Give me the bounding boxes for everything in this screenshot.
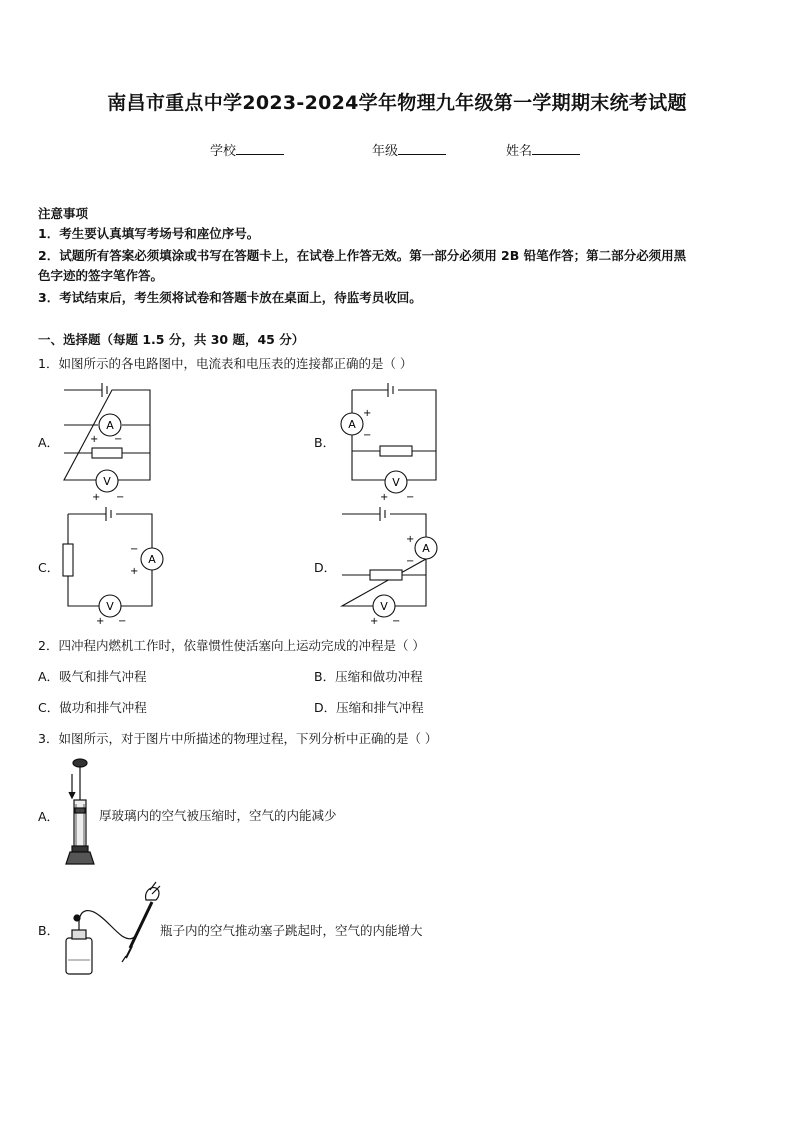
- q3-option-b-text[interactable]: 瓶子内的空气推动塞子跳起时，空气的内能增大: [160, 923, 423, 938]
- plus-sign: +: [96, 616, 105, 626]
- minus-sign: −: [130, 544, 139, 555]
- q1-stem: 1．如图所示的各电路图中，电流表和电压表的连接都正确的是（ ）: [38, 356, 413, 371]
- grade-label: 年级: [372, 144, 399, 159]
- voltmeter-label: V: [103, 475, 111, 488]
- circuit-diagram-b: [334, 378, 444, 502]
- air-compression-cylinder-image: [60, 756, 100, 868]
- q2-option-c[interactable]: C．做功和排气冲程: [38, 700, 147, 715]
- ammeter-label: A: [348, 418, 356, 431]
- section-heading: 一、选择题（每题 1.5 分，共 30 题，45 分）: [38, 332, 305, 347]
- q3-option-a-text[interactable]: 厚玻璃内的空气被压缩时，空气的内能减少: [99, 808, 337, 823]
- ammeter-label: A: [422, 542, 430, 555]
- voltmeter-label: V: [380, 600, 388, 613]
- q2-option-d[interactable]: D．压缩和排气冲程: [314, 700, 424, 715]
- q2-option-b[interactable]: B．压缩和做功冲程: [314, 669, 423, 684]
- q3-stem: 3．如图所示，对于图片中所描述的物理过程，下列分析中正确的是（ ）: [38, 731, 438, 746]
- voltmeter-label: V: [392, 476, 400, 489]
- q2-stem: 2．四冲程内燃机工作时，依靠惯性使活塞向上运动完成的冲程是（ ）: [38, 638, 425, 653]
- school-label: 学校: [210, 144, 237, 159]
- ammeter-label: A: [148, 553, 156, 566]
- minus-sign: −: [392, 616, 401, 626]
- name-field: [506, 140, 580, 159]
- plus-sign: +: [92, 492, 101, 502]
- plus-sign: +: [90, 434, 99, 445]
- note-1: 1．考生要认真填写考场号和座位序号。: [38, 226, 260, 241]
- ammeter-label: A: [106, 419, 114, 432]
- q1-option-b-label[interactable]: B．: [314, 435, 336, 450]
- q3-option-b-label[interactable]: B．: [38, 923, 60, 938]
- minus-sign: −: [116, 492, 125, 502]
- circuit-diagram-d: [334, 502, 444, 626]
- school-field: [210, 140, 284, 159]
- q2-option-a[interactable]: A．吸气和排气冲程: [38, 669, 147, 684]
- notes-heading: 注意事项: [38, 206, 89, 221]
- voltmeter-label: V: [106, 600, 114, 613]
- circuit-diagram-a: [56, 378, 160, 502]
- circuit-diagram-c: [56, 502, 166, 626]
- name-blank[interactable]: [532, 142, 580, 155]
- minus-sign: −: [406, 492, 415, 502]
- bottle-pump-image: [60, 878, 164, 978]
- plus-sign: +: [370, 616, 379, 626]
- school-blank[interactable]: [236, 142, 284, 155]
- grade-field: [372, 140, 446, 159]
- note-2: 2．试题所有答案必须填涂或书写在答题卡上，在试卷上作答无效。第一部分必须用 2B 铅笔作答；第二部分必须用黑: [38, 248, 687, 263]
- name-label: 姓名: [506, 144, 533, 159]
- minus-sign: −: [363, 430, 372, 441]
- grade-blank[interactable]: [398, 142, 446, 155]
- q1-option-d-label[interactable]: D．: [314, 560, 337, 575]
- note-3: 3．考试结束后，考生须将试卷和答题卡放在桌面上，待监考员收回。: [38, 290, 422, 305]
- q1-option-c-label[interactable]: C．: [38, 560, 60, 575]
- plus-sign: +: [406, 534, 415, 545]
- minus-sign: −: [118, 616, 127, 626]
- page-title: 南昌市重点中学2023-2024学年物理九年级第一学期期末统考试题: [107, 92, 687, 114]
- plus-sign: +: [130, 566, 139, 577]
- note-2-cont: 色字迹的签字笔作答。: [38, 268, 164, 283]
- plus-sign: +: [380, 492, 389, 502]
- minus-sign: −: [406, 556, 415, 567]
- q3-option-a-label[interactable]: A．: [38, 809, 60, 824]
- minus-sign: −: [114, 434, 123, 445]
- q1-option-a-label[interactable]: A．: [38, 435, 60, 450]
- plus-sign: +: [363, 408, 372, 419]
